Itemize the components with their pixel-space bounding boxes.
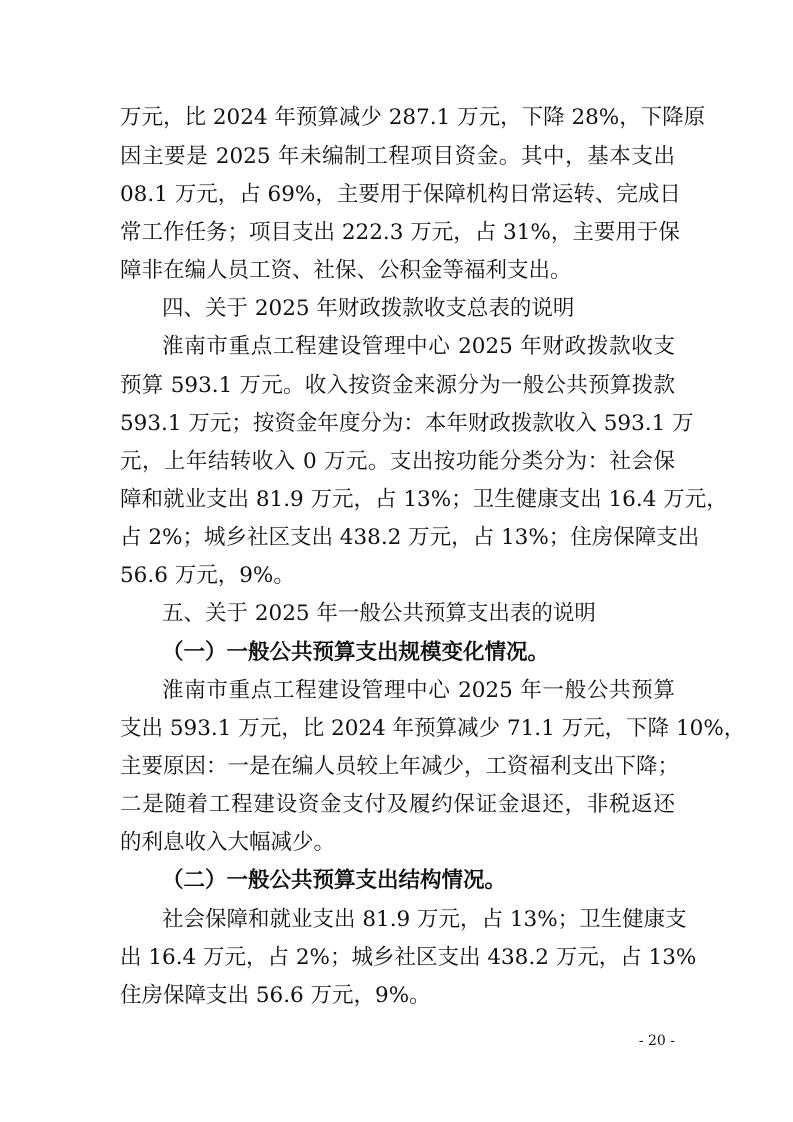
body-text-line: 社会保障和就业支出 81.9 万元，占 13%；卫生健康支 [162, 907, 687, 932]
body-text-line: 常工作任务；项目支出 222.3 万元，占 31%，主要用于保 [120, 220, 680, 245]
subsection-heading: （二）一般公共预算支出结构情况。 [162, 868, 507, 893]
section-heading: 五、关于 2025 年一般公共预算支出表的说明 [162, 601, 596, 626]
body-text-line: 住房保障支出 56.6 万元，9%。 [120, 983, 431, 1008]
body-text-line: 障非在编人员工资、社保、公积金等福利支出。 [120, 258, 572, 283]
body-text-line: 元，上年结转收入 0 万元。支出按功能分类分为：社会保 [120, 449, 675, 474]
page-number: - 20 - [638, 1033, 675, 1049]
body-text-line: 预算 593.1 万元。收入按资金来源分为一般公共预算拨款 [120, 373, 675, 398]
body-text-line: 出 16.4 万元，占 2%；城乡社区支出 438.2 万元，占 13% [120, 945, 697, 970]
body-text-line: 淮南市重点工程建设管理中心 2025 年一般公共预算 [162, 678, 675, 703]
section-heading: 四、关于 2025 年财政拨款收支总表的说明 [162, 296, 575, 321]
body-text-line: 56.6 万元，9%。 [120, 563, 295, 588]
body-text-line: 08.1 万元，占 69%，主要用于保障机构日常运转、完成日 [120, 182, 681, 207]
body-text-line: 593.1 万元；按资金年度分为：本年财政拨款收入 593.1 万 [120, 411, 694, 436]
subsection-heading: （一）一般公共预算支出规模变化情况。 [162, 640, 550, 665]
body-text-line: 因主要是 2025 年未编制工程项目资金。其中，基本支出 [120, 144, 675, 169]
body-text-line: 障和就业支出 81.9 万元，占 13%；卫生健康支出 16.4 万元， [120, 487, 728, 512]
body-text-line: 二是随着工程建设资金支付及履约保证金退还，非税返还 [120, 792, 675, 817]
body-text-line: 的利息收入大幅减少。 [120, 830, 336, 855]
body-text-line: 淮南市重点工程建设管理中心 2025 年财政拨款收支 [162, 334, 675, 359]
body-text-line: 支出 593.1 万元，比 2024 年预算减少 71.1 万元，下降 10%， [120, 716, 746, 741]
body-text-line: 万元，比 2024 年预算减少 287.1 万元，下降 28%，下降原 [120, 105, 706, 130]
body-text-line: 主要原因：一是在编人员较上年减少，工资福利支出下降； [120, 754, 680, 779]
body-text-line: 占 2%；城乡社区支出 438.2 万元，占 13%；住房保障支出 [120, 525, 700, 550]
